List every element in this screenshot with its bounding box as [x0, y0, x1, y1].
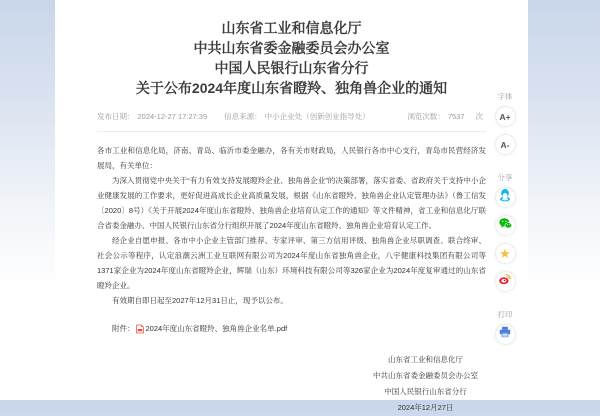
attachment-row [97, 322, 486, 336]
meta-left [97, 111, 373, 122]
body-paragraph: 有效期自即日起至2027年12月31日止，现予以公布。 [112, 296, 288, 305]
views-count: 7537 [447, 112, 465, 121]
share-label: 分享 [497, 173, 513, 182]
salutation-paragraph: 各市工业和信息化局，济南、青岛、临沂市委金融办，各有关市财政局，人民银行各市中心支行，青岛市民营经济发展局，有关单位： [97, 146, 486, 170]
signature-line: 中共山东省委金融委员会办公室 [373, 371, 478, 380]
print-label: 打印 [497, 310, 513, 319]
source-label: 信息来源： [224, 112, 262, 121]
views-unit: 次 [475, 112, 483, 121]
signature-lines [373, 352, 478, 400]
font-decrease-label: A- [500, 139, 510, 150]
print-button[interactable] [495, 324, 516, 345]
font-decrease-button[interactable] [495, 134, 516, 155]
printer-icon [498, 325, 512, 344]
publish-date-value: 2024-12-27 17:27:39 [137, 112, 208, 121]
signature-block [373, 352, 478, 416]
views-label: 浏览次数： [407, 112, 445, 121]
body-paragraphs [97, 173, 486, 308]
pdf-icon [136, 324, 144, 334]
font-size-label: 字体 [497, 92, 513, 101]
signature-date: 2024年12月27日 [397, 403, 454, 412]
meta-row [97, 111, 486, 132]
share-weibo-button[interactable] [495, 271, 516, 292]
share-qzone-button[interactable] [495, 243, 516, 264]
attachment-link[interactable]: 2024年度山东省瞪羚、独角兽企业名单.pdf [145, 324, 288, 333]
wechat-icon [498, 216, 513, 236]
signature-wrap [97, 336, 486, 416]
title-line: 关于公布2024年度山东省瞪羚、独角兽企业的通知 [135, 80, 448, 96]
side-toolbar [486, 88, 524, 352]
share-wechat-button[interactable] [495, 215, 516, 236]
body-paragraph: 经企业自愿申报、各市中小企业主管部门推荐、专家评审、第三方信用评级、独角兽企业尽职调查、联合终审、社会公示等程序，认定浪潮云洲工业互联网有限公司为2024年度山东省独角兽企业，八宇健康科技集团有限公司等1371家企业为2024年度山东省瞪羚企业，辉瑞（山东）环境科技有限公司等326家企业为2024年度复审通过的山东省瞪羚企业。 [97, 236, 486, 290]
font-increase-label: A+ [499, 111, 511, 122]
title-line: 山东省工业和信息化厅 [221, 20, 362, 36]
source-value: 中小企业处（创新创业指导处） [264, 112, 370, 121]
qzone-icon: ★ [499, 246, 511, 261]
attachment-label: 附件： [112, 324, 135, 333]
meta-right [407, 111, 486, 122]
article-card [55, 0, 528, 412]
title-line: 中共山东省委金融委员会办公室 [193, 40, 390, 56]
title-line: 中国人民银行山东省分行 [214, 60, 369, 76]
notice-body [97, 143, 486, 416]
qq-icon [498, 188, 512, 207]
weibo-icon [498, 272, 512, 291]
signature-line: 中国人民银行山东省分行 [384, 387, 467, 396]
publish-date-label: 发布日期： [97, 112, 135, 121]
signature-line: 山东省工业和信息化厅 [388, 355, 463, 364]
share-qq-button[interactable] [495, 187, 516, 208]
notice-title [97, 18, 486, 98]
font-increase-button[interactable] [495, 106, 516, 127]
body-paragraph: 为深入贯彻党中央关于“有力有效支持发展瞪羚企业、独角兽企业”的决策部署，落实省委、省政府关于支持中小企业健康发展的工作要求，更好促进高成长企业高质量发展，根据《山东省瞪羚、独角兽企业认定管理办法》（鲁工信发〔2020〕8号）《关于开展2024年度山东省瞪羚、独角兽企业培育认定工作的通知》等文件精神，省工业和信息化厅联合省委金融办、中国人民银行山东省分行组织开展了2024年度山东省瞪羚、独角兽企业培育认定工作。 [97, 176, 486, 230]
